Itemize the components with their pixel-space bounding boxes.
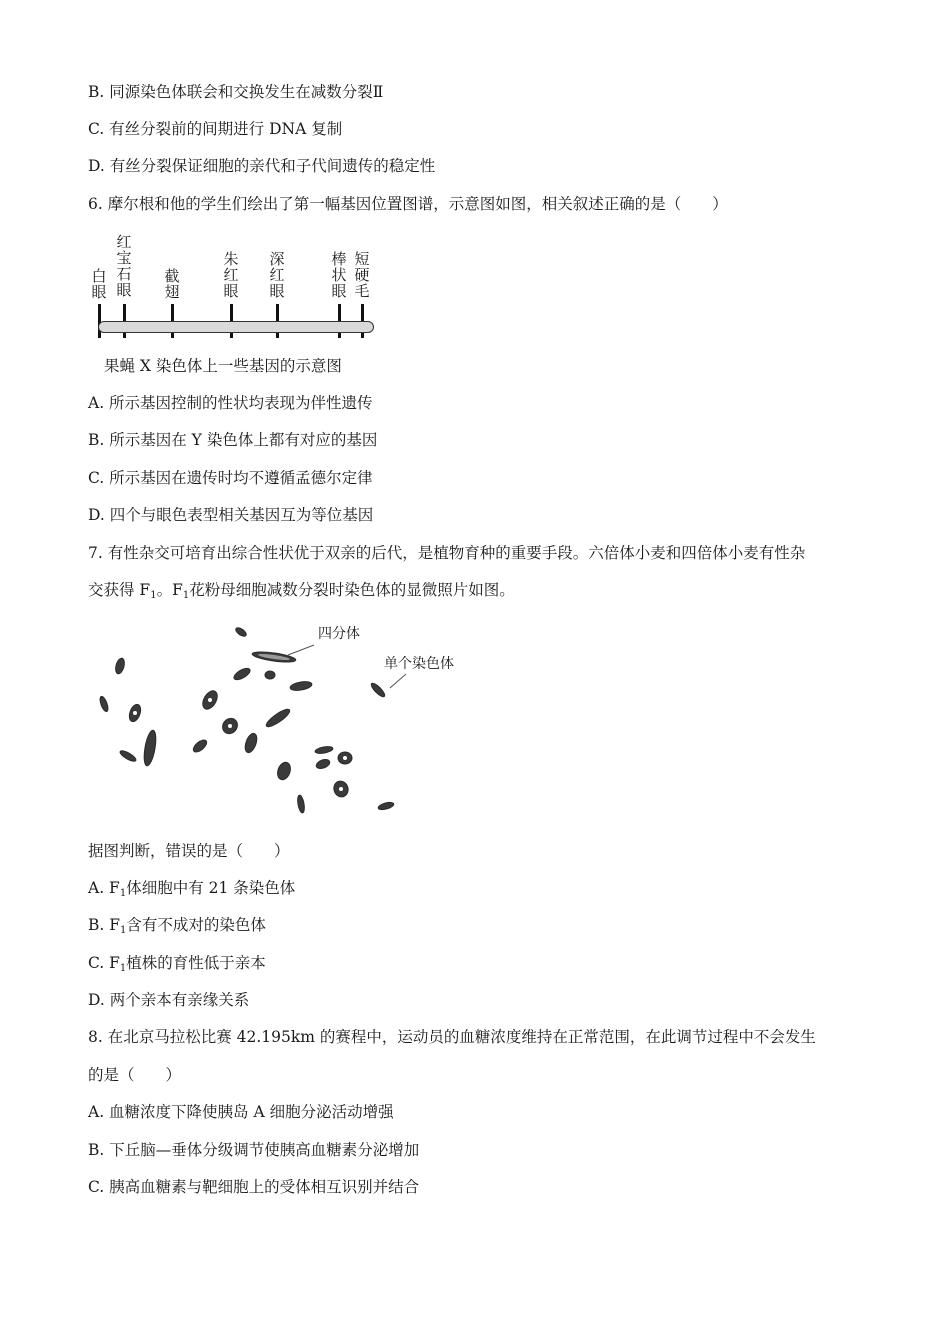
q6-figure-caption: 果蝇 X 染色体上一些基因的示意图: [104, 357, 342, 375]
q6-option-d: D. 四个与眼色表型相关基因互为等位基因: [88, 506, 374, 524]
gene-label-ruby-eye: 红宝石眼: [116, 233, 132, 299]
q6-option-a: A. 所示基因控制的性状均表现为伴性遗传: [88, 394, 373, 412]
gene-label-short-bristle: 短硬毛: [354, 250, 370, 300]
q8-stem-line2: 的是（ ）: [88, 1066, 182, 1084]
q6-option-b: B. 所示基因在 Y 染色体上都有对应的基因: [88, 431, 378, 449]
chromosome-spread-image: [88, 618, 478, 823]
q7-stem-line2: 交获得 $F_1$。$F_1$花粉母细胞减数分裂时染色体的显微照片如图。: [88, 581, 515, 601]
q7-option-c: C. $F_1$植株的育性低于亲本: [88, 954, 266, 974]
gene-label-deep-red-eye: 深红眼: [269, 250, 285, 300]
q7-option-a: A. $F_1$体细胞中有 21 条染色体: [88, 879, 296, 899]
single-chromosome-label: 单个染色体: [384, 656, 454, 672]
tetrad-label: 四分体: [318, 626, 360, 642]
q8-option-b: B. 下丘脑—垂体分级调节使胰高血糖素分泌增加: [88, 1141, 420, 1159]
q5-option-d: D. 有丝分裂保证细胞的亲代和子代间遗传的稳定性: [88, 157, 436, 175]
q5-option-b: B. 同源染色体联会和交换发生在减数分裂Ⅱ: [88, 83, 384, 101]
q8-option-a: A. 血糖浓度下降使胰岛 A 细胞分泌活动增强: [88, 1103, 394, 1121]
q5-option-c: C. 有丝分裂前的间期进行 DNA 复制: [88, 120, 343, 138]
q7-stem-line1: 7. 有性杂交可培育出综合性状优于双亲的后代，是植物育种的重要手段。六倍体小麦和四倍体小麦有性杂: [88, 544, 806, 562]
q8-stem-line1: 8. 在北京马拉松比赛 42.195km 的赛程中，运动员的血糖浓度维持在正常范围，在此调节过程中不会发生: [88, 1028, 816, 1046]
q8-option-c: C. 胰高血糖素与靶细胞上的受体相互识别并结合: [88, 1178, 420, 1196]
q7-question: 据图判断，错误的是（ ）: [88, 842, 290, 860]
meiosis-micrograph: [88, 618, 478, 823]
gene-label-cut-wing: 截翅: [164, 267, 180, 301]
q7-option-d: D. 两个亲本有亲缘关系: [88, 991, 250, 1009]
gene-label-bar-eye: 棒状眼: [331, 250, 347, 300]
x-chromosome-gene-map: [88, 232, 388, 342]
x-chromosome-bar: [98, 321, 374, 333]
gene-label-white-eye: 白眼: [91, 267, 107, 301]
q7-option-b: B. $F_1$含有不成对的染色体: [88, 916, 266, 936]
gene-label-vermilion-eye: 朱红眼: [223, 250, 239, 300]
q6-stem: 6. 摩尔根和他的学生们绘出了第一幅基因位置图谱，示意图如图，相关叙述正确的是（ ）: [88, 195, 728, 213]
q6-option-c: C. 所示基因在遗传时均不遵循孟德尔定律: [88, 469, 373, 487]
